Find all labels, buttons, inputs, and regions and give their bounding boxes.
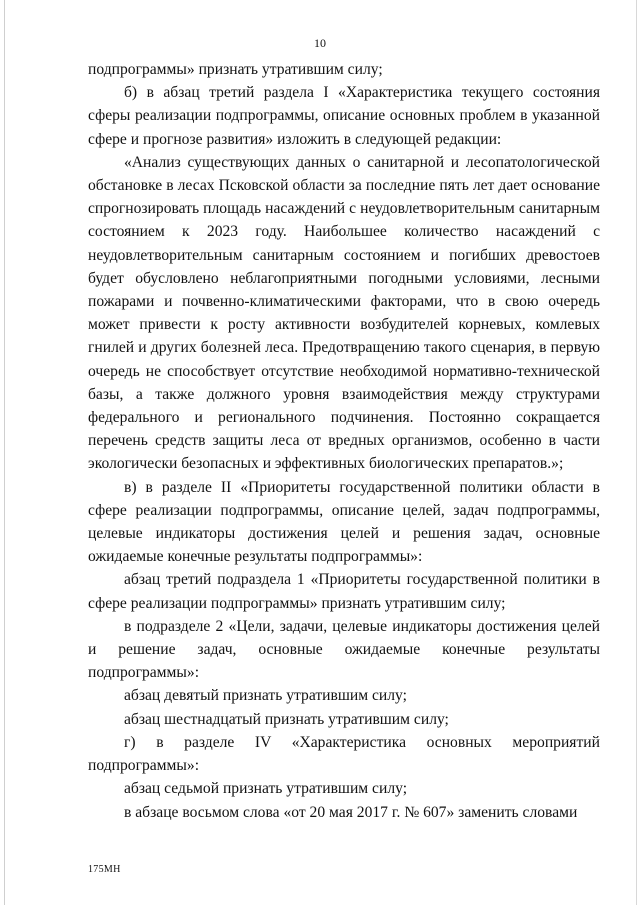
paragraph: в абзаце восьмом слова «от 20 мая 2017 г. № 607» заменить словами: [124, 803, 578, 821]
scan-edge-right: [636, 0, 637, 905]
paragraph: абзац третий подраздела 1 «Приоритеты государственной политики в сфере реализации подпрограммы» признать утратившим силу;: [88, 571, 600, 612]
paragraph: абзац шестнадцатый признать утратившим силу;: [124, 710, 449, 728]
paragraph: б) в абзац третий раздела I «Характеристика текущего состояния сферы реализации подпрограммы, описание основных проблем в указанной сфере и прогнозе развития» изложить в следующей редакции:: [88, 84, 600, 148]
scan-edge-left: [4, 0, 5, 905]
page-number: 10: [314, 36, 326, 50]
paragraph: в) в разделе II «Приоритеты государственной политики области в сфере реализации подпрограммы, описание целей, задач подпрограммы, целевые индикаторы достижения целей и решения задач, основные ожидаемые конечные результаты подпрограммы»:: [88, 478, 600, 566]
paragraph: подпрограммы» признать утратившим силу;: [88, 61, 383, 78]
document-code: 175МН: [88, 864, 121, 875]
paragraph: абзац девятый признать утратившим силу;: [124, 687, 407, 705]
document-body: [88, 58, 600, 824]
paragraph: г) в разделе IV «Характеристика основных мероприятий подпрограммы»:: [88, 733, 600, 775]
paragraph: «Анализ существующих данных о санитарной и лесопатологической обстановке в лесах Псковской области за последние пять лет дает основание спрогнозировать площадь насаждений с неудовлетворительным санитарным состоянием к 2023 году. Наибольшее количество насаждений с неудовлетворительным санитарным состоянием и погибших древостоев будет обусловлено неблагоприятными погодными условиями, лесными пожарами и почвенно-климатическими факторами, что в свою очередь может привести к росту активности возбудителей корневых, комлевых гнилей и других болезней леса. Предотвращению такого сценария, в первую очередь не способствует отсутствие необходимой нормативно-технической базы, а также должного уровня взаимодействия между структурами федерального и регионального подчинения. Постоянно сокращается перечень средств защиты леса от вредных организмов, особенно в части экологически безопасных и эффективных биологических препаратов.»;: [88, 153, 600, 473]
paragraph: абзац седьмой признать утратившим силу;: [124, 780, 408, 798]
paragraph: в подразделе 2 «Цели, задачи, целевые индикаторы достижения целей и решение задач, основные ожидаемые конечные результаты подпрограммы»:: [88, 617, 600, 682]
